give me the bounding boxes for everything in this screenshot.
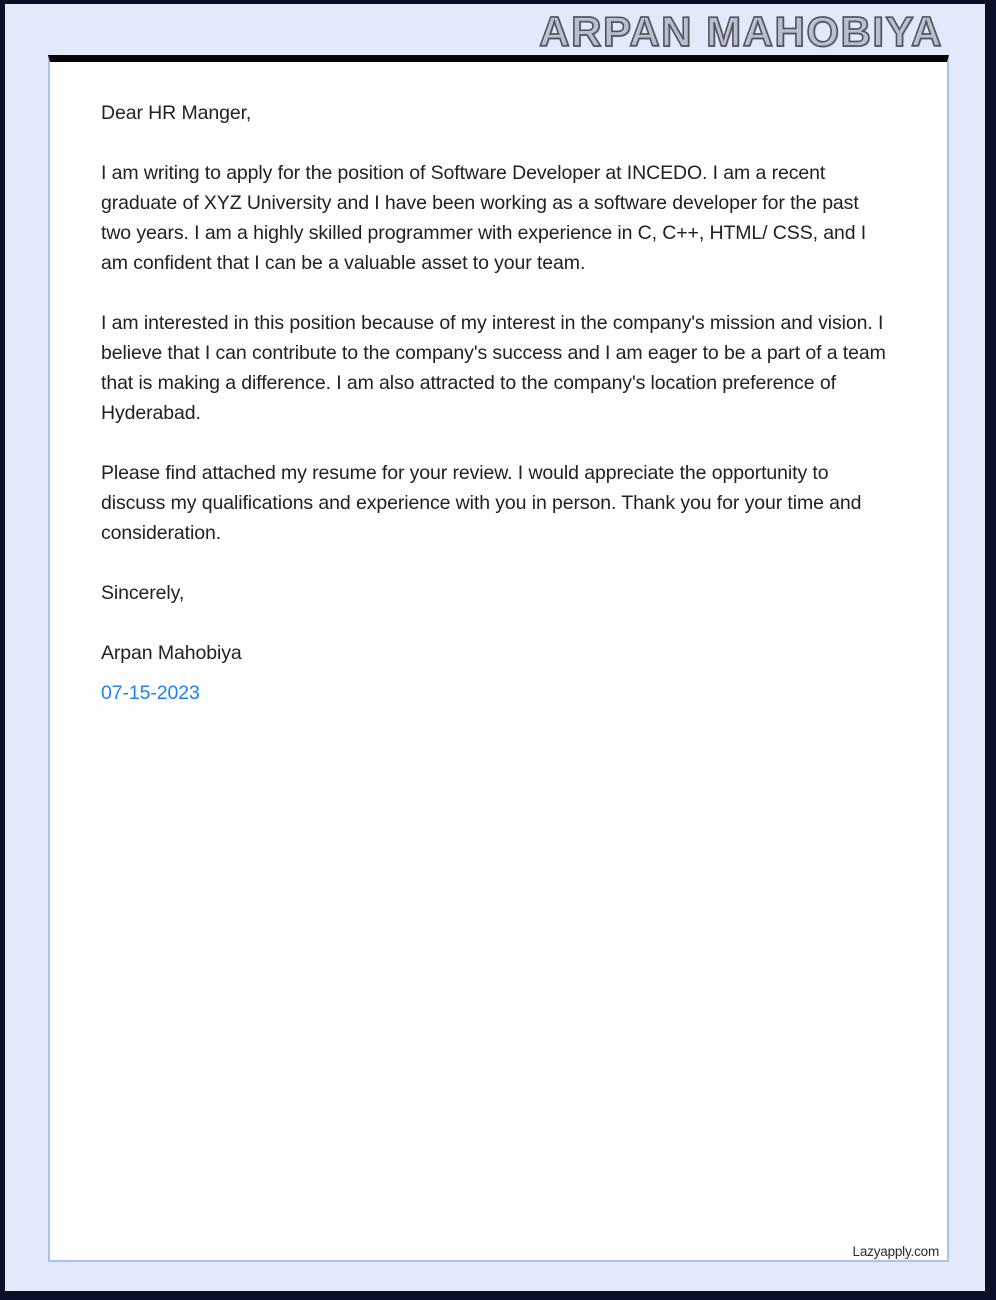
- letter-body: [50, 62, 947, 708]
- letter-paragraph-2: I am interested in this position because of my interest in the company's mission and vision. I believe that I can contribute to the company's success and I am eager to be a part of a team that is making a difference. I am also attracted to the company's location preference of Hyderabad.: [101, 312, 886, 424]
- signature-name: Arpan Mahobiya: [101, 642, 242, 664]
- letter-date: 07-15-2023: [101, 682, 200, 704]
- letter-paragraph-3: Please find attached my resume for your review. I would appreciate the opportunity to discuss my qualifications and experience with you in person. Thank you for your time and consideration.: [101, 462, 862, 544]
- salutation: Dear HR Manger,: [101, 102, 252, 124]
- header-name: ARPAN MAHOBIYA: [539, 8, 943, 55]
- letter-page: [48, 55, 949, 1262]
- lazyapply-branding: Lazyapply.com: [852, 1244, 939, 1259]
- closing: Sincerely,: [101, 582, 185, 604]
- letter-paragraph-1: I am writing to apply for the position of Software Developer at INCEDO. I am a recent graduate of XYZ University and I have been working as a software developer for the past two years. I am a highly skilled programmer with experience in C, C++, HTML/ CSS, and I am confident that I can be a valuable asset to your team.: [101, 162, 867, 274]
